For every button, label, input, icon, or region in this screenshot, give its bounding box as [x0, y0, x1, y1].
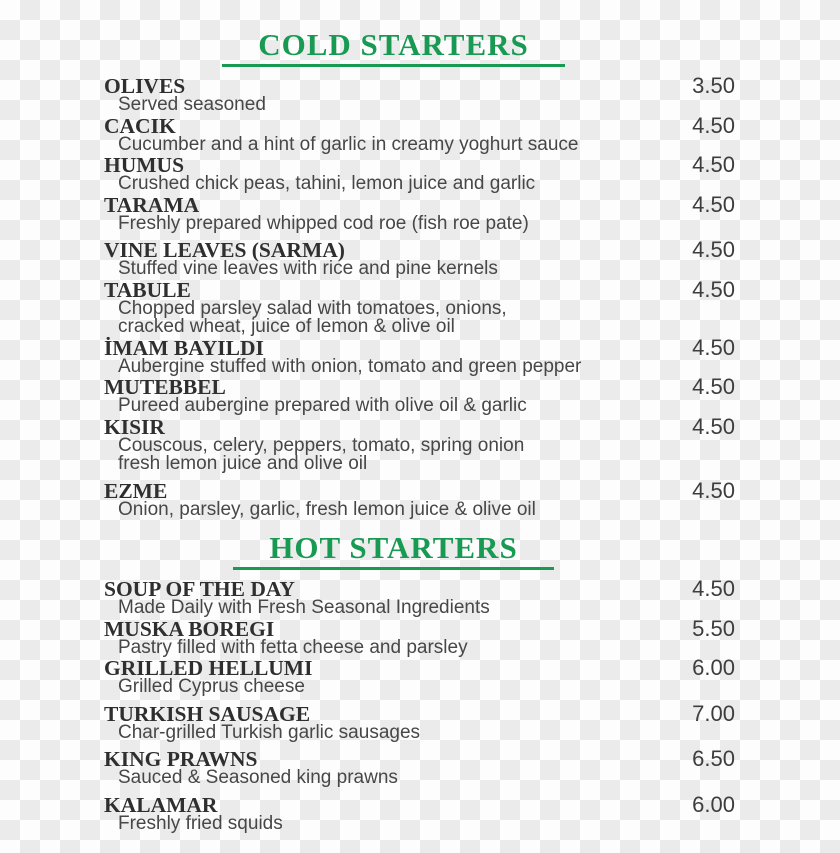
- menu-item: [104, 152, 735, 194]
- menu-item-price: 4.50: [692, 112, 735, 138]
- menu-item-row: [104, 152, 735, 177]
- menu-item: [104, 374, 735, 416]
- menu-item-name: EZME: [104, 478, 168, 503]
- menu-item-name: TARAMA: [104, 192, 200, 217]
- menu-item-price: 4.50: [692, 413, 735, 439]
- menu-item-price: 6.50: [692, 746, 735, 771]
- menu-item-row: [104, 191, 735, 217]
- menu-item-row: [104, 334, 735, 360]
- menu-item-name: HUMUS: [104, 153, 185, 177]
- menu-item-name: GRILLED HELLUMI: [104, 656, 313, 680]
- menu-item-description: Chopped parsley salad with tomatoes, onions,: [118, 297, 507, 319]
- menu-item: [104, 615, 735, 658]
- menu-item: [104, 237, 735, 279]
- menu-item-price: 3.50: [692, 73, 735, 98]
- menu-item-price: 6.00: [692, 791, 735, 817]
- menu-item-row: [104, 655, 735, 680]
- menu-item: [104, 73, 735, 115]
- menu-item: [104, 700, 735, 743]
- section-title: HOT STARTERS: [233, 531, 553, 570]
- menu-item: [104, 655, 735, 697]
- menu-item-name: KISIR: [104, 414, 165, 439]
- menu-item-price: 4.50: [692, 191, 735, 217]
- section-title-row: [78, 28, 709, 67]
- menu-item-name: SOUP OF THE DAY: [104, 577, 295, 601]
- menu-item-row: [104, 413, 735, 439]
- menu: [104, 28, 735, 834]
- menu-item-name: VINE LEAVES (SARMA): [104, 238, 345, 262]
- menu-item-description: Pastry filled with fetta cheese and parsley: [118, 636, 468, 658]
- menu-item-name: TABULE: [104, 277, 191, 302]
- menu-item: [104, 576, 735, 618]
- menu-item-price: 7.00: [692, 700, 735, 726]
- menu-item-description: Onion, parsley, garlic, fresh lemon juice & olive oil: [118, 498, 536, 520]
- menu-item-row: [104, 276, 735, 302]
- menu-item-row: [104, 73, 735, 98]
- menu-item-row: [104, 477, 735, 503]
- menu-item-name: İMAM BAYILDI: [104, 335, 264, 360]
- menu-item: [104, 746, 735, 788]
- menu-item-name: OLIVES: [104, 74, 186, 98]
- menu-item: [104, 334, 735, 377]
- menu-item-price: 4.50: [692, 237, 735, 262]
- menu-item: [104, 791, 735, 834]
- menu-item-description: Sauced & Seasoned king prawns: [118, 767, 398, 788]
- menu-item-name: MUTEBBEL: [104, 375, 226, 399]
- menu-item-description: Freshly prepared whipped cod roe (fish roe pate): [118, 212, 529, 234]
- menu-item-name: MUSKA BOREGI: [104, 616, 275, 641]
- menu-item-name: KALAMAR: [104, 792, 218, 817]
- menu-item-name: KING PRAWNS: [104, 747, 258, 771]
- menu-item-description: Stuffed vine leaves with rice and pine kernels: [118, 258, 498, 279]
- menu-item-price: 4.50: [692, 276, 735, 302]
- menu-item-price: 4.50: [692, 576, 735, 601]
- menu-item-row: [104, 746, 735, 771]
- menu-item-price: 5.50: [692, 615, 735, 641]
- menu-item-name: CACIK: [104, 113, 176, 138]
- menu-item-price: 4.50: [692, 477, 735, 503]
- menu-item-description: Freshly fried squids: [118, 812, 283, 834]
- menu-item-price: 6.00: [692, 655, 735, 680]
- section-title: COLD STARTERS: [222, 28, 565, 67]
- menu-item-price: 4.50: [692, 152, 735, 177]
- menu-item-row: [104, 112, 735, 138]
- menu-item-row: [104, 615, 735, 641]
- menu-item: [104, 413, 735, 474]
- section-title-row: [78, 531, 709, 570]
- menu-item-description: Pureed aubergine prepared with olive oil & garlic: [118, 395, 527, 416]
- menu-item-description: Grilled Cyprus cheese: [118, 676, 305, 697]
- menu-item-description: Char-grilled Turkish garlic sausages: [118, 721, 421, 743]
- menu-section-hot-starters: [104, 531, 735, 833]
- menu-item-price: 4.50: [692, 374, 735, 399]
- menu-section-cold-starters: [104, 28, 735, 519]
- menu-item: [104, 276, 735, 337]
- menu-item-description: Crushed chick peas, tahini, lemon juice and garlic: [118, 173, 536, 194]
- menu-item-description: Made Daily with Fresh Seasonal Ingredients: [118, 597, 490, 618]
- menu-item: [104, 112, 735, 155]
- menu-item-description: Served seasoned: [118, 94, 266, 115]
- menu-item: [104, 477, 735, 520]
- menu-item-description: Cucumber and a hint of garlic in creamy yoghurt sauce: [118, 133, 579, 155]
- menu-item-row: [104, 576, 735, 601]
- menu-item: [104, 191, 735, 234]
- menu-item-row: [104, 237, 735, 262]
- menu-item-price: 4.50: [692, 334, 735, 360]
- menu-item-description: cracked wheat, juice of lemon & olive oil: [118, 316, 455, 337]
- menu-item-row: [104, 374, 735, 399]
- menu-item-name: TURKISH SAUSAGE: [104, 701, 311, 726]
- menu-item-description: fresh lemon juice and olive oil: [118, 453, 368, 474]
- menu-item-row: [104, 700, 735, 726]
- menu-item-description: Couscous, celery, peppers, tomato, spring onion: [118, 434, 525, 456]
- menu-item-row: [104, 791, 735, 817]
- menu-item-description: Aubergine stuffed with onion, tomato and green pepper: [118, 355, 582, 377]
